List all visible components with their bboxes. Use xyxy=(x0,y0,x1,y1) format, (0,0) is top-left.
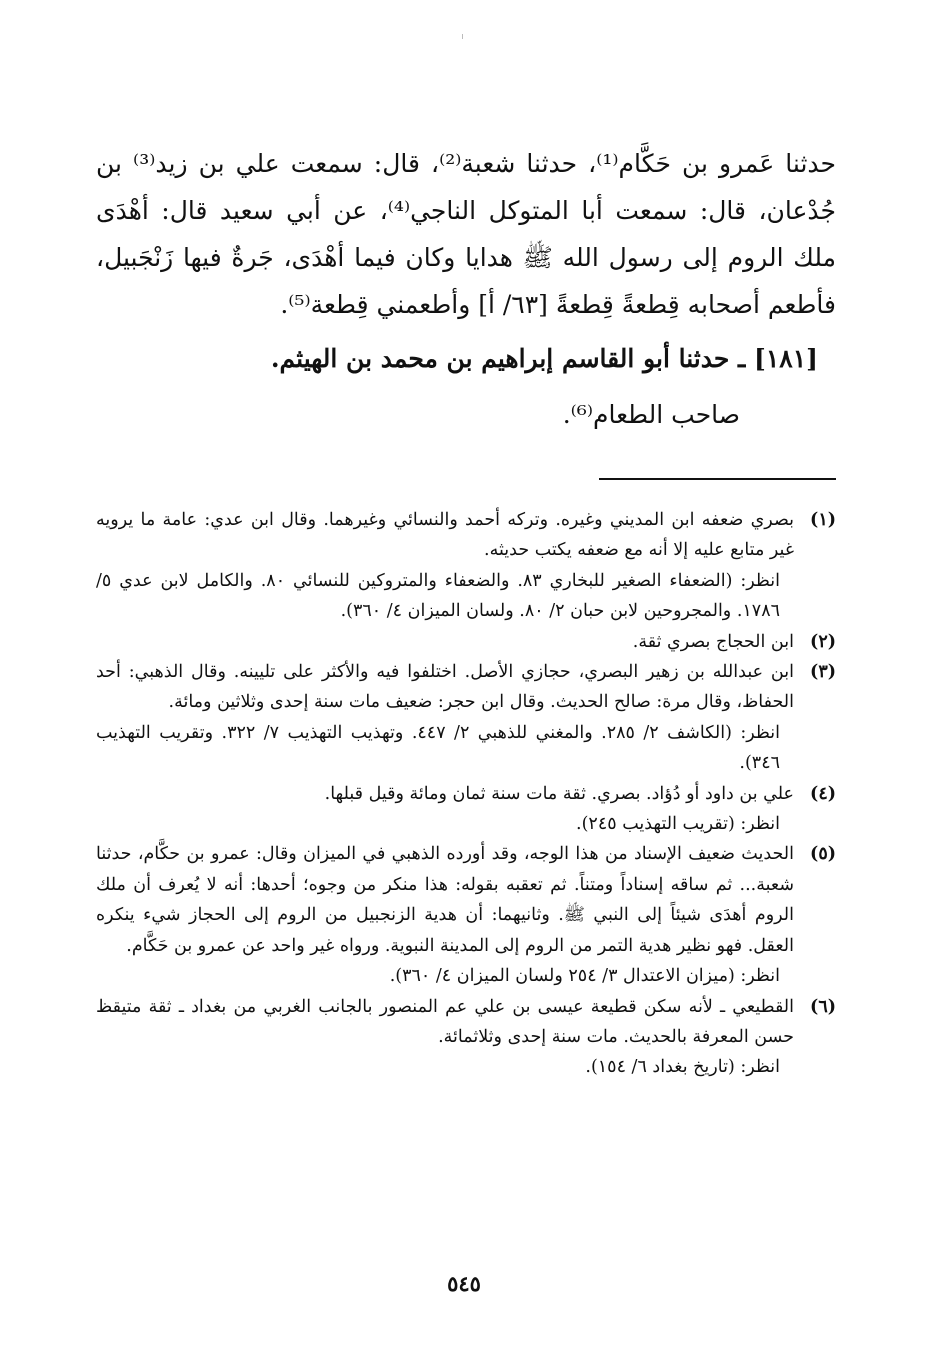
footnote-text: ابن الحجاج بصري ثقة. xyxy=(632,631,794,652)
footnote-1 xyxy=(96,505,836,627)
footnote-reference: انظر: (تقريب التهذيب ٢٤٥). xyxy=(576,814,780,835)
footnote-reference: انظر: (ميزان الاعتدال ٣/ ٢٥٤ ولسان الميزان ٤/ ٣٦٠). xyxy=(389,966,780,987)
hadith-subline: صاحب الطعام⁽⁶⁾. xyxy=(562,400,740,429)
footnote-3 xyxy=(96,657,836,779)
footnote-2 xyxy=(96,627,836,657)
footnote-text: بصري ضعفه ابن المديني وغيره. وتركه أحمد والنسائي وغيرهما. وقال ابن عدي: عامة ما يرويه غير متابع عليه إلا أنه مع ضعفه يكتب حديثه. xyxy=(96,510,794,561)
footnote-number: (٢) xyxy=(810,631,836,652)
scan-mark xyxy=(462,34,463,39)
footnote-text: علي بن داود أو دُؤاد. بصري. ثقة مات سنة ثمان ومائة وقيل قبلها. xyxy=(324,783,794,804)
footnote-reference: انظر: (الكاشف ٢/ ٢٨٥. والمغني للذهبي ٢/ ٤٤٧. وتهذيب التهذيب ٧/ ٣٢٢. وتقريب التهذيب ٣٤٦). xyxy=(96,722,780,774)
footnote-6 xyxy=(96,992,836,1083)
main-paragraph: حدثنا عَمرو بن حَكَّام⁽¹⁾، حدثنا شعبة⁽²⁾، قال: سمعت علي بن زيد⁽³⁾ بن جُدْعان، قال: سمعت أبا المتوكل الناجي⁽⁴⁾، عن أبي سعيد قال: أهْدَى ملك الروم إلى رسول الله ﷺ هدايا وكان فيما أهْدَى، جَرةٌ فيها زَنْجَبيل، فأطعم أصحابه قِطعةً قِطعةً [٦٣/ أ] وأطعمني قِطعة⁽⁵⁾. xyxy=(96,149,837,319)
footnote-number: (١) xyxy=(810,510,836,530)
footnote-5 xyxy=(96,839,836,991)
footnote-4 xyxy=(96,779,836,840)
footnote-number: (٦) xyxy=(810,996,836,1017)
footnote-text: ابن عبدالله بن زهير البصري، حجازي الأصل. اختلفوا فيه والأكثر على تليينه. وقال الذهبي: أحد الحفاظ، وقال مرة: صالح الحديث. وقال ابن حجر: ضعيف مات سنة إحدى وثلاثين ومائة. xyxy=(96,662,794,713)
footnote-reference: انظر: (تاريخ بغداد ٦/ ١٥٤). xyxy=(585,1057,780,1078)
page-number: ٥٤٥ xyxy=(447,1271,481,1296)
footnote-text: القطيعي ـ لأنه سكن قطيعة عيسى بن علي عم المنصور بالجانب الغربي من بغداد ـ ثقة متيقظ حسن المعرفة بالحديث. مات سنة إحدى وثلاثمائة. xyxy=(96,996,794,1047)
hadith-heading: [١٨١] ـ حدثنا أبو القاسم إبراهيم بن محمد بن الهيثم. xyxy=(270,344,818,373)
footnote-text: الحديث ضعيف الإسناد من هذا الوجه، وقد أورده الذهبي في الميزان وقال: عمرو بن حكَّام، حدثنا شعبة... ثم ساقه إسناداً ومتناً. ثم تعقبه بقوله: هذا منكر من وجوه؛ أحدها: أنه لا يُعرف أن ملك الروم أهدَى شيئاً إلى النبي ﷺ. وثانيهما: أن هدية الزنجبيل من الروم إلى الحجاز شيء ينكره العقل. فهو نظير هدية التمر من الروم إلى المدينة النبوية. ورواه غير واحد عن عمرو بن حَكَّام. xyxy=(96,844,794,956)
footnote-separator xyxy=(599,478,836,480)
footnote-number: (٣) xyxy=(810,662,836,683)
footnotes-section xyxy=(96,505,836,1083)
footnote-reference: انظر: (الضعفاء الصغير للبخاري ٨٣. والضعفاء والمتروكين للنسائي ٨٠. والكامل لابن عدي ٥/ ١٧٨٦. والمجروحين لابن حبان ٢/ ٨٠. ولسان الميزان ٤/ ٣٦٠). xyxy=(96,570,780,622)
footnote-number: (٤) xyxy=(810,783,836,804)
main-text-block xyxy=(96,140,836,328)
footnote-number: (٥) xyxy=(810,844,836,865)
